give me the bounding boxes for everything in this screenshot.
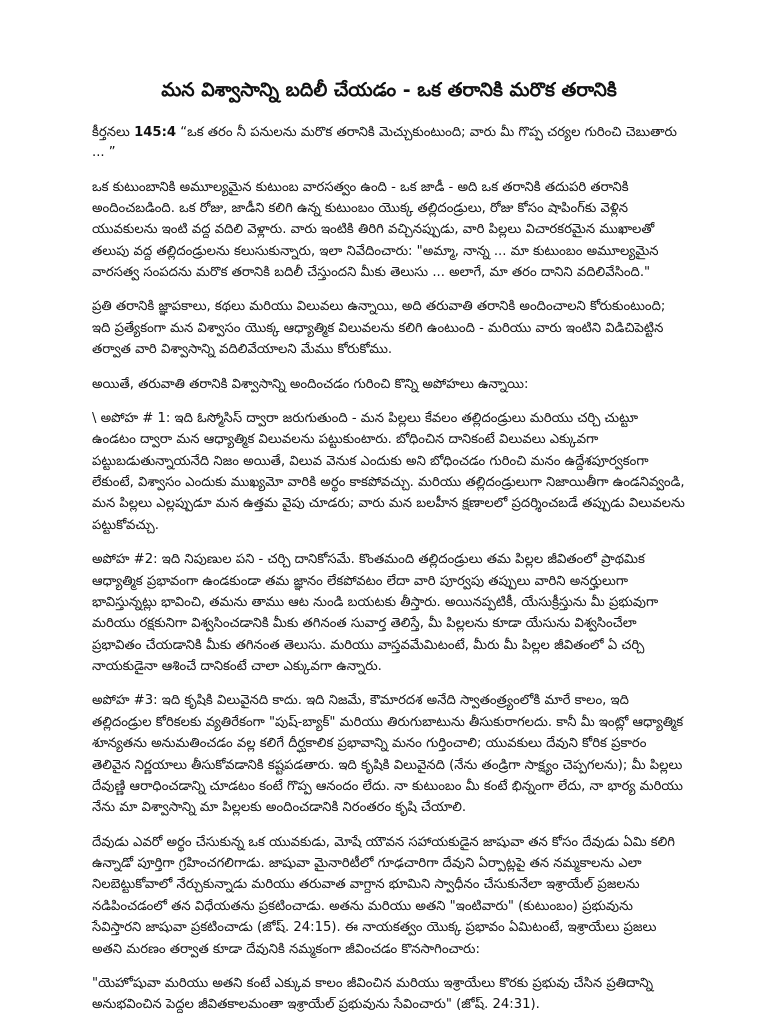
paragraph-myths-intro: అయితే, తరువాతి తరానికి విశ్వాసాన్ని అందించడం గురించి కొన్ని అపోహలు ఉన్నాయి: (92, 376, 529, 392)
verse-reference: 145:4 (134, 124, 177, 140)
verse-text: “ఒక తరం నీ పనులను మరొక తరానికి మెచ్చుకుంటుంది; వారు మీ గొప్ప చర్యల గురించి చెబుతారు ... ” (92, 124, 677, 161)
verse-book: కీర్తనలు (92, 124, 135, 140)
page-title: మన విశ్వాసాన్ని బదిలీ చేయడం - ఒక తరానికి మరొక తరానికి (161, 79, 617, 101)
paragraph-myth-3: అపోహ #3: ఇది కృషికి విలువైనది కాదు. ఇది నిజమే, కౌమారదశ అనేది స్వాతంత్ర్యంలోకి మారే కాలం, ఇది తల్లిదండ్రుల కోరికలకు వ్యతిరేకంగా "పుష్-బ్యాక్" మరియు తిరుగుబాటును తీసుకురాగలదు. కానీ మీ ఇంట్లో ఆధ్యాత్మిక శూన్యతను అనుమతించడం వల్ల కలిగే దీర్ఘకాలిక ప్రభావాన్ని మనం గుర్తించాలి; యువకులు దేవుని కోరిక ప్రకారం తెలివైన నిర్ణయాలు తీసుకోవడానికి కష్టపడతారు. ఇది కృషికి విలువైనది (నేను తండ్రిగా సాక్ష్యం చెప్పగలను); మీ పిల్లలు దేవుణ్ణి ఆరాధించడాన్ని చూడటం కంటే గొప్ప ఆనందం లేదు. నా కుటుంబం మీ కంటే భిన్నంగా లేదు, నా భార్య మరియు నేను మా విశ్వాసాన్ని మా పిల్లలకు అందించడానికి నిరంతరం కృషి చేయాలి. (92, 693, 684, 816)
paragraph-closing-quote: "యెహోషువా మరియు అతని కంటే ఎక్కువ కాలం జీవించిన మరియు ఇశ్రాయేలు కొరకు ప్రభువు చేసిన ప్రతిదాన్ని అనుభవించిన పెద్దల జీవితకాలమంతా ఇశ్రాయేల్ ప్రభువును సేవించారు" (జోష్. 24:31). (92, 975, 654, 1013)
opening-verse (92, 123, 686, 164)
paragraph-joshua: దేవుడు ఎవరో అర్థం చేసుకున్న ఒక యువకుడు, మోషే యౌవన సహాయకుడైన జాషువా తన కోసం దేవుడు ఏమి కలిగి ఉన్నాడో పూర్తిగా గ్రహించగలిగాడు. జాషువా మైనారిటీలో గూఢచారిగా దేవుని ఏర్పాట్లపై తన నమ్మకాలను ఎలా నిలబెట్టుకోవాలో నేర్చుకున్నాడు మరియు తరువాత వాగ్దాన భూమిని స్వాధీనం చేసుకునేలా ఇశ్రాయేల్ ప్రజలను నడిపించడంలో తన విధేయతను ప్రకటించాడు. అతను మరియు అతని "ఇంటివారు" (కుటుంబం) ప్రభువును సేవిస్తారని జాషువా ప్రకటించాడు (జోష్. 24:15). ఈ నాయకత్వం యొక్క ప్రభావం ఏమిటంటే, ఇశ్రాయేలు ప్రజలు అతని మరణం తర్వాత కూడా దేవునికి నమ్మకంగా జీవించడం కొనసాగించారు: (92, 834, 675, 957)
paragraph-myth-1: \ అపోహ # 1: ఇది ఓస్మోసిస్ ద్వారా జరుగుతుంది - మన పిల్లలు కేవలం తల్లిదండ్రులు మరియు చర్చి చుట్టూ ఉండటం ద్వారా మన ఆధ్యాత్మిక విలువలను పట్టుకుంటారు. బోధించిన దానికంటే విలువలు ఎక్కువగా పట్టుబడుతున్నాయనేది నిజం అయితే, విలువ వెనుక ఎందుకు అని బోధించడం గురించి మనం ఉద్దేశపూర్వకంగా లేకుంటే, విశ్వాసం ఎందుకు ముఖ్యమో వారికి అర్థం కాకపోవచ్చు. మరియు తల్లిదండ్రులుగా నిజాయితీగా ఉండనివ్వండి, మన పిల్లలు ఎల్లప్పుడూ మన ఉత్తమ వైపు చూడరు; వారు మన బలహీన క్షణాలలో ప్రదర్శించబడే తప్పుడు విలువలను పట్టుకోవచ్చు. (92, 410, 685, 533)
paragraph-values: ప్రతి తరానికి జ్ఞాపకాలు, కథలు మరియు విలువలు ఉన్నాయి, అది తరువాతి తరానికి అందించాలని కోరుకుంటుంది; ఇది ప్రత్యేకంగా మన విశ్వాసం యొక్క ఆధ్యాత్మిక విలువలను కలిగి ఉంటుంది - మరియు వారు ఇంటిని విడిచిపెట్టిన తర్వాత వారి విశ్వాసాన్ని వదిలివేయాలని మేము కోరుకోము. (92, 299, 666, 358)
paragraph-family-heirloom: ఒక కుటుంబానికి అమూల్యమైన కుటుంబ వారసత్వం ఉంది - ఒక జాడీ - అది ఒక తరానికి తదుపరి తరానికి అందించబడింది. ఒక రోజు, జాడీని కలిగి ఉన్న కుటుంబం యొక్క తల్లిదండ్రులు, రోజు కోసం షాపింగ్‌కు వెళ్లిన యువకులను ఇంటి వద్ద వదిలి వెళ్లారు. వారు ఇంటికి తిరిగి వచ్చినప్పుడు, వారి పిల్లలు విచారకరమైన ముఖాలతో తలుపు వద్ద తల్లిదండ్రులను కలుసుకున్నారు, ఇలా నివేదించారు: "అమ్మా, నాన్న ... మా కుటుంబం అమూల్యమైన వారసత్వ సంపదను మరొక తరానికి బదిలీ చేస్తుందని మీకు తెలుసు ... అలాగే, మా తరం దానిని వదిలివేసింది." (92, 179, 659, 281)
paragraph-myth-2: అపోహ #2: ఇది నిపుణుల పని - చర్చి దానికోసమే. కొంతమంది తల్లిదండ్రులు తమ పిల్లల జీవితంలో ప్రాథమిక ఆధ్యాత్మిక ప్రభావంగా ఉండకుండా తమ జ్ఞానం లేకపోవటం లేదా వారి పూర్వపు తప్పులు వారిని అనర్హులుగా భావిస్తున్నట్లు భావించి, తమను తాము ఆట నుండి బయటకు తీస్తారు. అయినప్పటికీ, యేసుక్రీస్తును మీ ప్రభువుగా మరియు రక్షకునిగా విశ్వసించడానికి మీకు తగినంత సువార్త తెలిస్తే, మీ పిల్లలను కూడా యేసును విశ్వసించేలా ప్రభావితం చేయడానికి మీకు తగినంత తెలుసు. మరియు వాస్తవమేమిటంటే, మీరు మీ పిల్లల జీవితంలో ఏ చర్చి నాయకుడైనా ఆశించే దానికంటే చాలా ఎక్కువగా ఉన్నారు. (92, 552, 659, 675)
